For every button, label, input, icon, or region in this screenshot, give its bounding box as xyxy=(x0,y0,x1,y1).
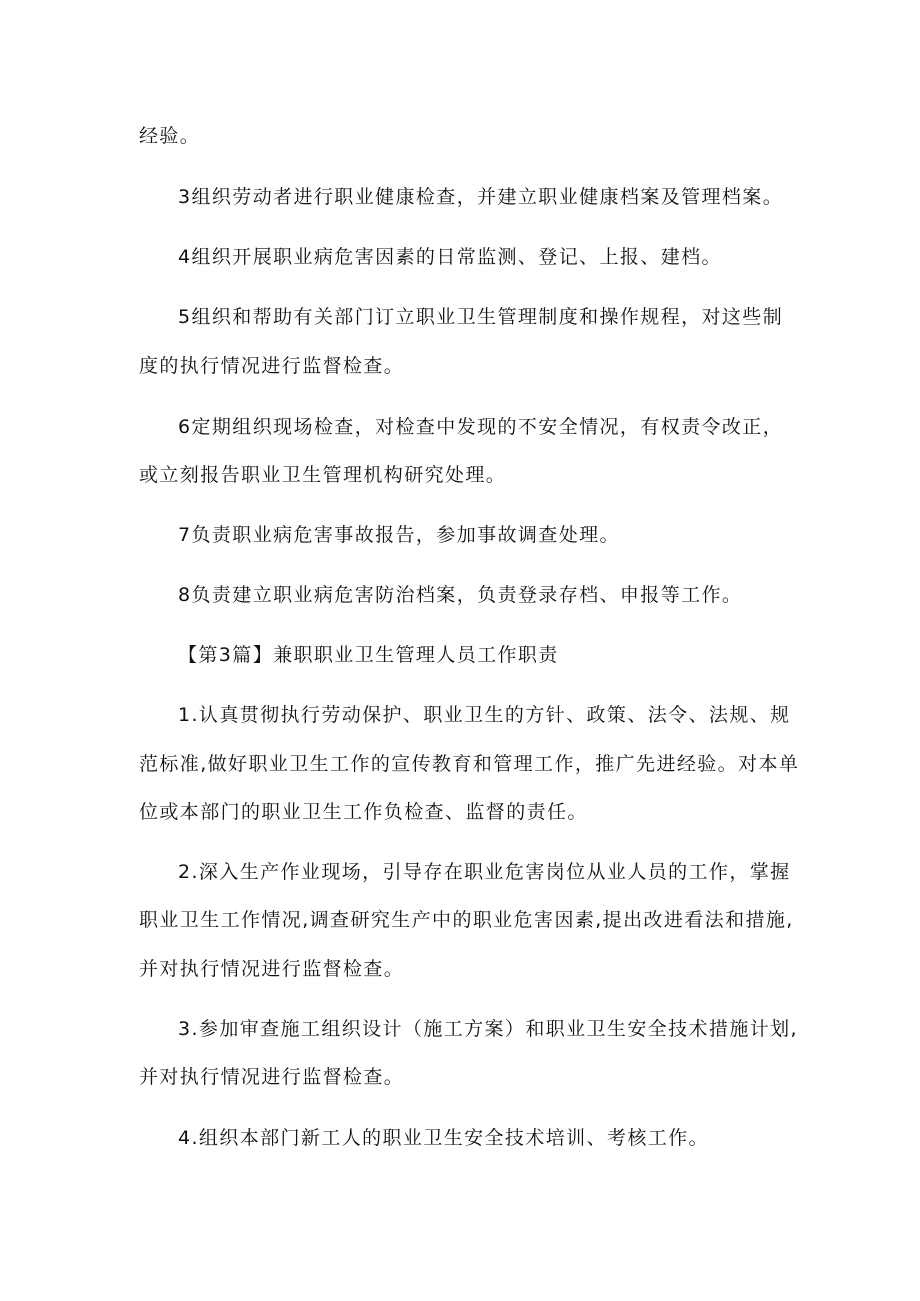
paragraph-line: 5组织和帮助有关部门订立职业卫生管理制度和操作规程，对这些制 xyxy=(178,306,784,328)
paragraph-line: 1.认真贯彻执行劳动保护、职业卫生的方针、政策、法令、法规、规 xyxy=(178,704,791,726)
paragraph-line: 职业卫生工作情况,调查研究生产中的职业危害因素,提出改进看法和措施, xyxy=(139,909,794,931)
paragraph-line: 或立刻报告职业卫生管理机构研究处理。 xyxy=(139,464,507,486)
section-heading: 【第3篇】兼职职业卫生管理人员工作职责 xyxy=(178,644,559,666)
paragraph-line: 范标准,做好职业卫生工作的宣传教育和管理工作，推广先进经验。对本单 xyxy=(139,753,800,775)
paragraph-line: 7负责职业病危害事故报告，参加事故调查处理。 xyxy=(178,524,620,546)
paragraph-line: 2.深入生产作业现场，引导存在职业危害岗位从业人员的工作，掌握 xyxy=(178,861,791,883)
paragraph-line: 度的执行情况进行监督检查。 xyxy=(139,355,405,377)
paragraph-line: 4.组织本部门新工人的职业卫生安全技术培训、考核工作。 xyxy=(178,1127,709,1149)
paragraph-line: 经验。 xyxy=(139,125,201,147)
paragraph-line: 位或本部门的职业卫生工作负检查、监督的责任。 xyxy=(139,801,588,823)
paragraph-line: 8负责建立职业病危害防治档案，负责登录存档、申报等工作。 xyxy=(178,584,743,606)
paragraph-line: 6定期组织现场检查，对检查中发现的不安全情况，有权责令改正， xyxy=(178,416,784,438)
paragraph-line: 4组织开展职业病危害因素的日常监测、登记、上报、建档。 xyxy=(178,246,722,268)
paragraph-line: 并对执行情况进行监督检查。 xyxy=(139,1066,405,1088)
paragraph-line: 3组织劳动者进行职业健康检查，并建立职业健康档案及管理档案。 xyxy=(178,186,784,208)
paragraph-line: 并对执行情况进行监督检查。 xyxy=(139,958,405,980)
paragraph-line: 3.参加审查施工组织设计（施工方案）和职业卫生安全技术措施计划, xyxy=(178,1018,798,1040)
